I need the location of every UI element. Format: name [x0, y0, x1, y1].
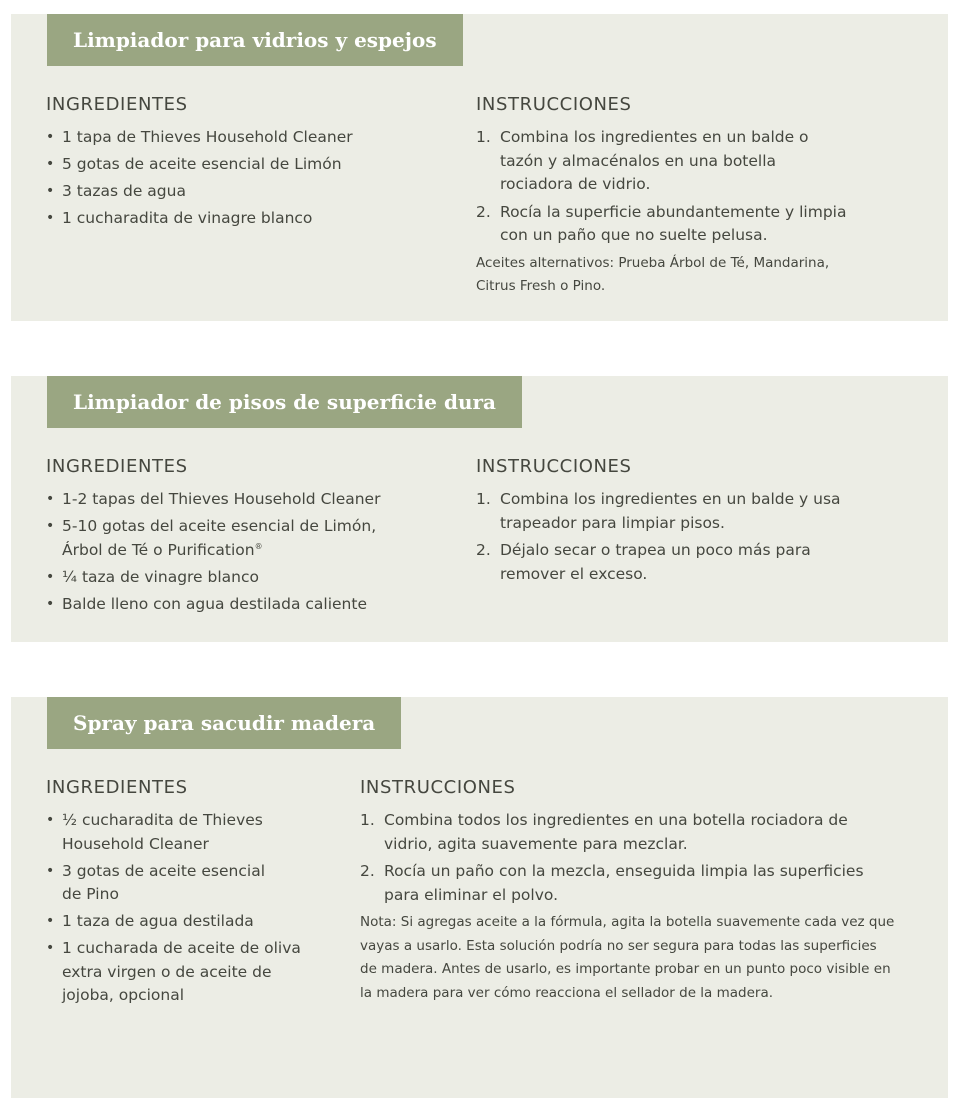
step-text: Combina todos los ingredientes en una botella rociadora de vidrio, agita suavemente para mezclar. [384, 811, 848, 853]
ingredient-item: • 1 cucharadita de vinagre blanco [46, 207, 446, 231]
instruction-step [360, 809, 889, 856]
step-text: Rocía un paño con la mezcla, enseguida limpia las superficies para eliminar el polvo. [384, 862, 864, 904]
alternative-oils-note: Aceites alternativos: Prueba Árbol de Té, Mandarina, Citrus Fresh o Pino. [476, 254, 830, 294]
card-title: Spray para sacudir madera [47, 697, 401, 749]
ingredients-list [46, 126, 446, 231]
ingredient-item [46, 515, 397, 562]
registered-mark: ® [254, 541, 263, 551]
step-text: Déjalo secar o trapea un poco más para remover el exceso. [500, 541, 811, 583]
instruction-step [476, 126, 820, 197]
step-text: Combina los ingredientes en un balde o tazón y almacénalos en una botella rociadora de vidrio. [500, 128, 809, 193]
instructions-column [476, 456, 876, 590]
ingredient-item: • Balde lleno con agua destilada caliente [46, 593, 446, 617]
instructions-heading: INSTRUCCIONES [476, 94, 632, 115]
ingredient-item: • 5 gotas de aceite esencial de Limón [46, 153, 446, 177]
ingredients-column [46, 456, 446, 620]
ingredient-item: • 3 tazas de agua [46, 180, 446, 204]
ingredient-item: • ½ cucharadita de Thieves Household Cleaner [46, 809, 282, 856]
card-title: Limpiador de pisos de superficie dura [47, 376, 522, 428]
ingredients-heading: INGREDIENTES [46, 94, 188, 115]
recipe-card-floor-cleaner [11, 376, 948, 642]
ingredient-item: • 1-2 tapas del Thieves Household Cleaner [46, 488, 446, 512]
ingredient-item: • ¼ taza de vinagre blanco [46, 566, 446, 590]
ingredient-item: • 3 gotas de aceite esencial de Pino [46, 860, 287, 907]
step-number: 1. [360, 811, 375, 829]
instruction-step [360, 860, 889, 907]
instructions-heading: INSTRUCCIONES [476, 456, 632, 477]
ingredient-item: • 1 taza de agua destilada [46, 910, 316, 934]
instructions-column [360, 777, 900, 1005]
step-text: Rocía la superficie abundantemente y limpia con un paño que no suelte pelusa. [500, 202, 847, 244]
ingredients-column [46, 94, 446, 234]
instructions-list [360, 809, 900, 907]
step-number: 2. [476, 202, 491, 221]
step-number: 1. [476, 490, 491, 508]
ingredients-column [46, 777, 316, 1011]
recipe-card-glass-cleaner [11, 14, 948, 321]
ingredient-item: • 1 tapa de Thieves Household Cleaner [46, 126, 446, 150]
step-number: 2. [476, 541, 491, 559]
instructions-heading: INSTRUCCIONES [360, 777, 516, 798]
instructions-list [476, 126, 856, 248]
card-title: Limpiador para vidrios y espejos [47, 14, 463, 66]
ingredients-list [46, 488, 446, 616]
step-number: 2. [360, 862, 375, 880]
wood-safety-note: Nota: Si agregas aceite a la fórmula, agita la botella suavemente cada vez que vayas a usarlo. Esta solución podría no ser segura para todas las superficies de madera. Antes de usarlo, es importante probar en un punto poco visible en la madera para ver cómo reacciona el sellador de la madera. [360, 914, 895, 1001]
recipe-card-wood-dust-spray [11, 697, 948, 1098]
step-number: 1. [476, 128, 491, 146]
instructions-column [476, 94, 856, 299]
instruction-step [476, 488, 876, 535]
instructions-list [476, 488, 876, 586]
ingredient-text: 5-10 gotas del aceite esencial de Limón, Árbol de Té o Purification [62, 517, 377, 559]
ingredients-heading: INGREDIENTES [46, 777, 188, 798]
step-text: Combina los ingredientes en un balde y usa trapeador para limpiar pisos. [500, 490, 841, 532]
ingredients-heading: INGREDIENTES [46, 456, 188, 477]
instruction-step [476, 539, 876, 586]
instruction-step [476, 201, 856, 248]
ingredients-list [46, 809, 316, 1008]
ingredient-item: • 1 cucharada de aceite de oliva extra virgen o de aceite de jojoba, opcional [46, 937, 312, 1008]
